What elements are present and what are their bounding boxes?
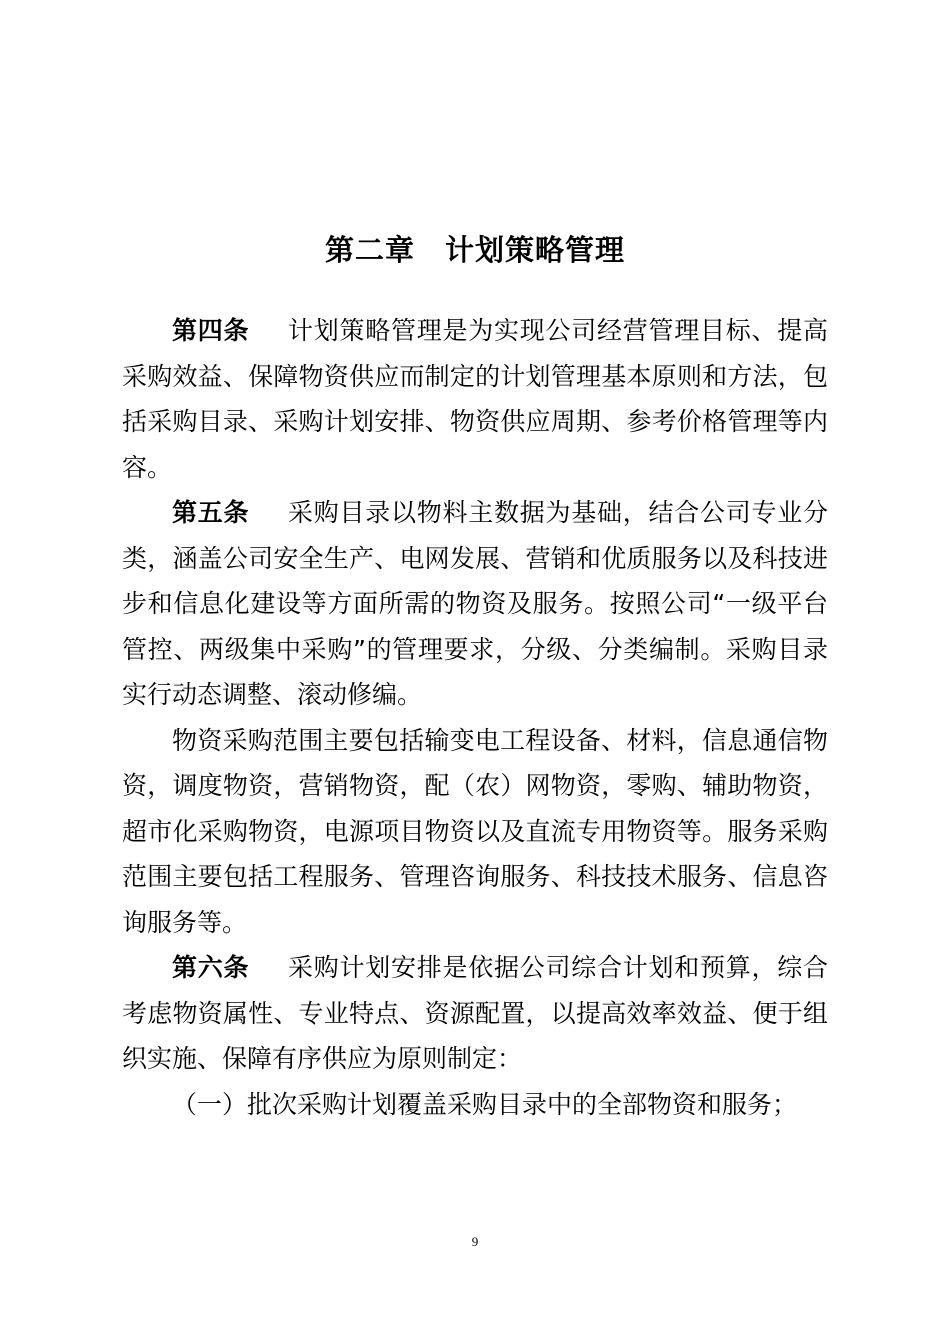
article-6-paragraph (122, 945, 828, 1082)
article-text: 计划策略管理是为实现公司经营管理目标、提高采购效益、保障物资供应而制定的计划管理基本原则和方法，包括采购目录、采购计划安排、物资供应周期、参考价格管理等内容。 (122, 316, 828, 482)
document-body (122, 308, 828, 1127)
article-4-paragraph (122, 308, 828, 490)
page-number: 9 (471, 1234, 479, 1249)
procurement-scope-paragraph (122, 718, 828, 946)
list-item-1-paragraph (122, 1082, 828, 1128)
article-5-paragraph (122, 490, 828, 718)
article-text: 采购目录以物料主数据为基础，结合公司专业分类，涵盖公司安全生产、电网发展、营销和优质服务以及科技进步和信息化建设等方面所需的物资及服务。按照公司“一级平台管控、两级集中采购”的管理要求，分级、分类编制。采购目录实行动态调整、滚动修编。 (122, 498, 828, 709)
paragraph-text: 物资采购范围主要包括输变电工程设备、材料，信息通信物资，调度物资，营销物资，配（农）网物资，零购、辅助物资，超市化采购物资，电源项目物资以及直流专用物资等。服务采购范围主要包括工程服务、管理咨询服务、科技技术服务、信息咨询服务等。 (122, 725, 828, 937)
article-text: 采购计划安排是依据公司综合计划和预算，综合考虑物资属性、专业特点、资源配置，以提高效率效益、便于组织实施、保障有序供应为原则制定： (122, 953, 828, 1073)
article-number: 第五条 (172, 498, 250, 527)
article-number: 第六条 (172, 953, 250, 982)
chapter-name: 计划策略管理 (445, 233, 626, 267)
article-number: 第四条 (172, 316, 250, 345)
paragraph-text: （一）批次采购计划覆盖采购目录中的全部物资和服务； (172, 1089, 798, 1119)
chapter-title (0, 228, 950, 272)
chapter-number: 第二章 (324, 233, 415, 267)
